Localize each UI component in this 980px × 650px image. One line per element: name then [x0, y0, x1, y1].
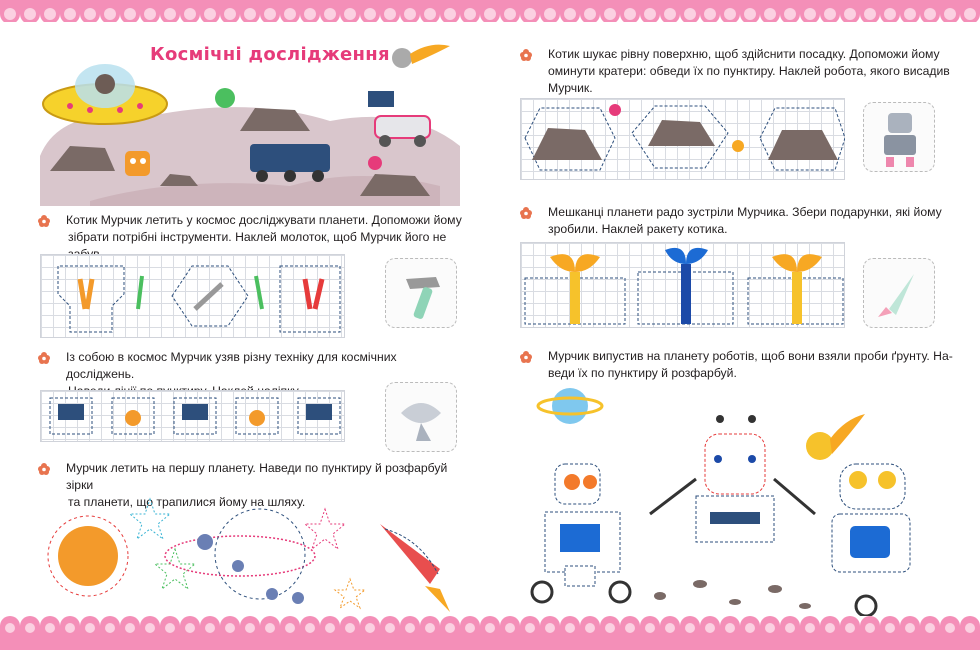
star-icon: [130, 499, 170, 539]
tools-illustration: [40, 254, 345, 338]
scallop-border-bottom: [0, 616, 980, 650]
task-instruction: [520, 348, 960, 382]
scallop-border-top: [0, 0, 980, 26]
task-line: оминути кратери: обведи їх по пунктиру. Наклей робота, якого висадив: [548, 64, 950, 78]
right-page: [490, 26, 980, 616]
screwdriver-icon: [138, 276, 142, 309]
page-title: Космічні дослідження: [150, 44, 390, 65]
task-line: Мурчик випустив на планету роботів, щоб вони взяли проби ґрунту. На-: [548, 349, 953, 363]
flower-bullet-icon: [38, 352, 50, 364]
task-line: Котик Мурчик летить у космос досліджувати планети. Допоможи йому: [66, 213, 462, 227]
comet-icon: [609, 104, 621, 116]
flower-bullet-icon: [38, 215, 50, 227]
flower-bullet-icon: [520, 351, 532, 363]
robot-icon: [864, 103, 936, 173]
sticker-slot-rocket[interactable]: [863, 258, 935, 328]
rocket-icon: [864, 259, 936, 329]
sun-icon: [48, 516, 128, 596]
star-icon: [335, 579, 365, 608]
planets-stars-illustration[interactable]: [40, 494, 470, 614]
sticker-slot-hammer[interactable]: [385, 258, 457, 328]
task-line: веди їх по пунктиру й розфарбуй.: [548, 366, 737, 380]
task-instruction: [520, 46, 960, 97]
left-page: [0, 26, 490, 616]
satellite-dish-icon: [386, 383, 458, 453]
task-line: Мурчик летить на першу планету. Наведи по пунктиру й розфарбуй зірки: [66, 461, 448, 492]
pliers-icon: [80, 279, 92, 309]
screwdriver-icon: [256, 276, 262, 309]
sticker-slot-satellite[interactable]: [385, 382, 457, 452]
task-line: зібрати потрібні інструменти. Наклей молоток, щоб Мурчик його не: [68, 230, 447, 244]
robot-icon: [650, 415, 815, 542]
equipment-illustration: [40, 390, 345, 442]
task-line: Мурчик.: [548, 81, 593, 95]
craters-illustration: [520, 98, 845, 180]
flower-bullet-icon: [520, 207, 532, 219]
comet-icon: [732, 140, 744, 152]
robots-illustration[interactable]: [520, 384, 970, 616]
task-line: Із собою в космос Мурчик узяв різну техніку для космічних досліджень.: [66, 350, 397, 381]
robot-icon: [532, 464, 630, 602]
task-line: та планети, що трапилися йому на шляху.: [68, 495, 306, 509]
robot-icon: [832, 464, 910, 616]
flower-bullet-icon: [520, 49, 532, 61]
star-icon: [155, 549, 195, 589]
rocket-icon: [380, 524, 450, 612]
wrench-icon: [195, 284, 222, 309]
flower-bullet-icon: [38, 463, 50, 475]
hammer-icon: [386, 259, 458, 329]
task-line: Мешканці планети радо зустріли Мурчика. Збери подарунки, які йому: [548, 205, 942, 219]
task-line: зробили. Наклей ракету котика.: [548, 222, 728, 236]
task-instruction: [520, 204, 960, 238]
gifts-illustration: [520, 242, 845, 328]
task-line: Котик шукає рівну поверхню, щоб здійснити посадку. Допоможи йому: [548, 47, 940, 61]
star-icon: [305, 509, 345, 549]
comet-icon: [806, 414, 865, 460]
sticker-slot-robot[interactable]: [863, 102, 935, 172]
pliers-icon: [305, 279, 322, 309]
